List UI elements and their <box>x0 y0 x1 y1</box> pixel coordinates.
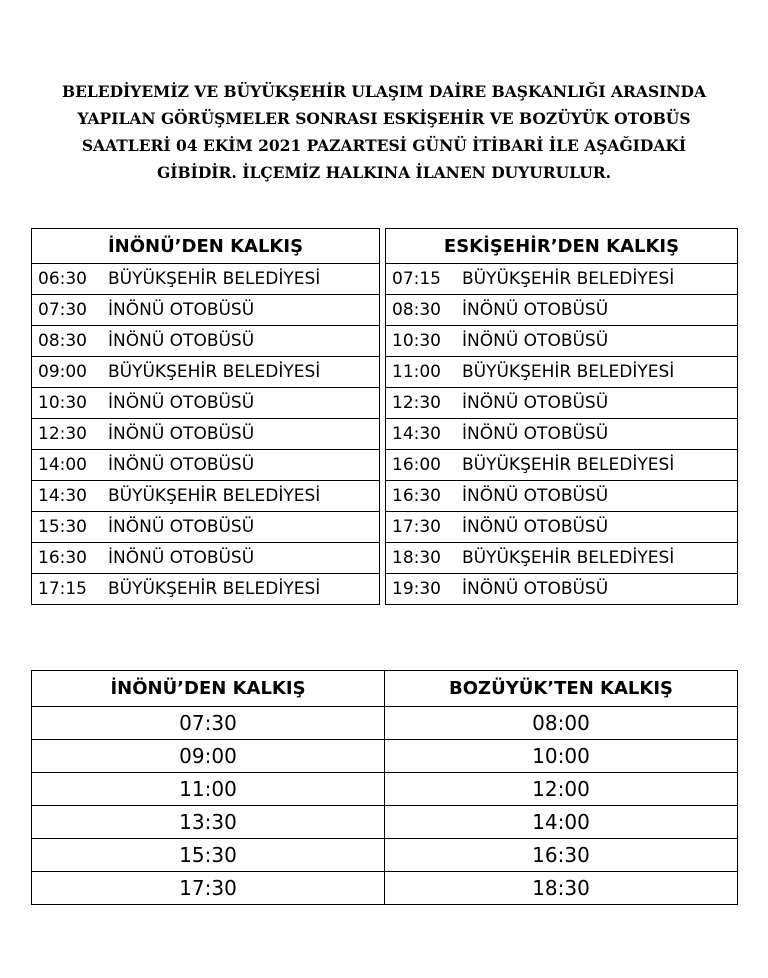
table-row <box>32 707 738 740</box>
bus-operator: BÜYÜKŞEHİR BELEDİYESİ <box>108 579 321 599</box>
departure-time: 11:00 <box>392 362 441 382</box>
bus-operator: İNÖNÜ OTOBÜSÜ <box>462 517 609 537</box>
departure-time: 06:30 <box>38 269 87 289</box>
announcement-line: YAPILAN GÖRÜŞMELER SONRASI ESKİŞEHİR VE BOZÜYÜK OTOBÜS <box>77 109 691 128</box>
inonu-departure-cell <box>32 450 380 481</box>
bus-operator: İNÖNÜ OTOBÜSÜ <box>108 331 255 351</box>
table-row <box>32 872 738 905</box>
inonu-departure-cell <box>32 357 380 388</box>
bus-operator: İNÖNÜ OTOBÜSÜ <box>108 517 255 537</box>
inonu-departure-time: 07:30 <box>32 707 385 740</box>
eskisehir-departure-cell <box>386 264 738 295</box>
table-row <box>32 295 738 326</box>
eskisehir-departure-cell <box>386 326 738 357</box>
departure-time: 09:00 <box>38 362 87 382</box>
table-header-row <box>32 671 738 707</box>
table-row <box>32 388 738 419</box>
inonu-departure-time: 13:30 <box>32 806 385 839</box>
departure-time: 14:30 <box>392 424 441 444</box>
inonu-departure-time: 15:30 <box>32 839 385 872</box>
table-row <box>32 740 738 773</box>
eskisehir-departure-cell <box>386 357 738 388</box>
departure-time: 08:30 <box>392 300 441 320</box>
departure-time: 19:30 <box>392 579 441 599</box>
eskisehir-departure-cell <box>386 481 738 512</box>
eskisehir-departure-header: ESKİŞEHİR’DEN KALKIŞ <box>386 229 738 264</box>
inonu-departure-cell <box>32 574 380 605</box>
bus-operator: İNÖNÜ OTOBÜSÜ <box>462 424 609 444</box>
bus-operator: BÜYÜKŞEHİR BELEDİYESİ <box>462 362 675 382</box>
bozuyuk-departure-time: 16:30 <box>385 839 738 872</box>
departure-time: 12:30 <box>38 424 87 444</box>
bus-operator: İNÖNÜ OTOBÜSÜ <box>462 486 609 506</box>
eskisehir-departure-cell <box>386 543 738 574</box>
inonu-departure-cell <box>32 295 380 326</box>
table-row <box>32 357 738 388</box>
table-row <box>32 481 738 512</box>
table-row <box>32 512 738 543</box>
table-row <box>32 419 738 450</box>
departure-time: 15:30 <box>38 517 87 537</box>
departure-time: 07:15 <box>392 269 441 289</box>
bozuyuk-departure-time: 18:30 <box>385 872 738 905</box>
bus-operator: İNÖNÜ OTOBÜSÜ <box>462 579 609 599</box>
bozuyuk-departure-time: 12:00 <box>385 773 738 806</box>
table-row <box>32 839 738 872</box>
bus-operator: İNÖNÜ OTOBÜSÜ <box>462 331 609 351</box>
inonu-departure-cell <box>32 419 380 450</box>
eskisehir-schedule-table <box>31 228 738 605</box>
table-row <box>32 326 738 357</box>
bozuyuk-departure-time: 10:00 <box>385 740 738 773</box>
table-row <box>32 806 738 839</box>
bozuyuk-departure-time: 14:00 <box>385 806 738 839</box>
bus-operator: BÜYÜKŞEHİR BELEDİYESİ <box>462 269 675 289</box>
eskisehir-departure-cell <box>386 574 738 605</box>
bus-operator: BÜYÜKŞEHİR BELEDİYESİ <box>108 486 321 506</box>
bus-operator: İNÖNÜ OTOBÜSÜ <box>108 548 255 568</box>
departure-time: 08:30 <box>38 331 87 351</box>
table-header-row <box>32 229 738 264</box>
bus-operator: BÜYÜKŞEHİR BELEDİYESİ <box>462 548 675 568</box>
bozuyuk-departure-header: BOZÜYÜK’TEN KALKIŞ <box>385 671 738 707</box>
bus-operator: BÜYÜKŞEHİR BELEDİYESİ <box>108 362 321 382</box>
inonu-departure-time: 11:00 <box>32 773 385 806</box>
departure-time: 17:30 <box>392 517 441 537</box>
departure-time: 16:30 <box>392 486 441 506</box>
table-row <box>32 543 738 574</box>
bus-operator: İNÖNÜ OTOBÜSÜ <box>108 393 255 413</box>
inonu-departure-time: 09:00 <box>32 740 385 773</box>
eskisehir-departure-cell <box>386 419 738 450</box>
departure-time: 07:30 <box>38 300 87 320</box>
table-row <box>32 574 738 605</box>
inonu-departure-cell <box>32 543 380 574</box>
departure-time: 12:30 <box>392 393 441 413</box>
departure-time: 16:00 <box>392 455 441 475</box>
eskisehir-departure-cell <box>386 388 738 419</box>
inonu-departure-cell <box>32 264 380 295</box>
bus-operator: İNÖNÜ OTOBÜSÜ <box>108 455 255 475</box>
inonu-departure-cell <box>32 388 380 419</box>
bus-operator: İNÖNÜ OTOBÜSÜ <box>108 300 255 320</box>
bus-operator: İNÖNÜ OTOBÜSÜ <box>108 424 255 444</box>
inonu-departure-header: İNÖNÜ’DEN KALKIŞ <box>32 229 380 264</box>
inonu-departure-time: 17:30 <box>32 872 385 905</box>
bozuyuk-schedule-table <box>31 670 738 905</box>
bus-operator: BÜYÜKŞEHİR BELEDİYESİ <box>462 455 675 475</box>
inonu-departure-cell <box>32 481 380 512</box>
departure-time: 14:30 <box>38 486 87 506</box>
departure-time: 10:30 <box>38 393 87 413</box>
eskisehir-departure-cell <box>386 512 738 543</box>
inonu-departure-cell <box>32 512 380 543</box>
departure-time: 16:30 <box>38 548 87 568</box>
departure-time: 10:30 <box>392 331 441 351</box>
eskisehir-departure-cell <box>386 295 738 326</box>
departure-time: 17:15 <box>38 579 87 599</box>
bus-operator: BÜYÜKŞEHİR BELEDİYESİ <box>108 269 321 289</box>
table-row <box>32 264 738 295</box>
bus-operator: İNÖNÜ OTOBÜSÜ <box>462 300 609 320</box>
departure-time: 18:30 <box>392 548 441 568</box>
announcement-line: SAATLERİ 04 EKİM 2021 PAZARTESİ GÜNÜ İTİBARİ İLE AŞAĞIDAKİ <box>81 136 687 155</box>
inonu-departure-cell <box>32 326 380 357</box>
table-row <box>32 450 738 481</box>
bozuyuk-departure-time: 08:00 <box>385 707 738 740</box>
announcement-text <box>40 78 728 186</box>
inonu-departure-header: İNÖNÜ’DEN KALKIŞ <box>32 671 385 707</box>
departure-time: 14:00 <box>38 455 87 475</box>
announcement-line: BELEDİYEMİZ VE BÜYÜKŞEHİR ULAŞIM DAİRE BAŞKANLIĞI ARASINDA <box>61 82 707 101</box>
table-row <box>32 773 738 806</box>
announcement-line: GİBİDİR. İLÇEMİZ HALKINA İLANEN DUYURULUR. <box>156 163 611 182</box>
bus-operator: İNÖNÜ OTOBÜSÜ <box>462 393 609 413</box>
eskisehir-departure-cell <box>386 450 738 481</box>
